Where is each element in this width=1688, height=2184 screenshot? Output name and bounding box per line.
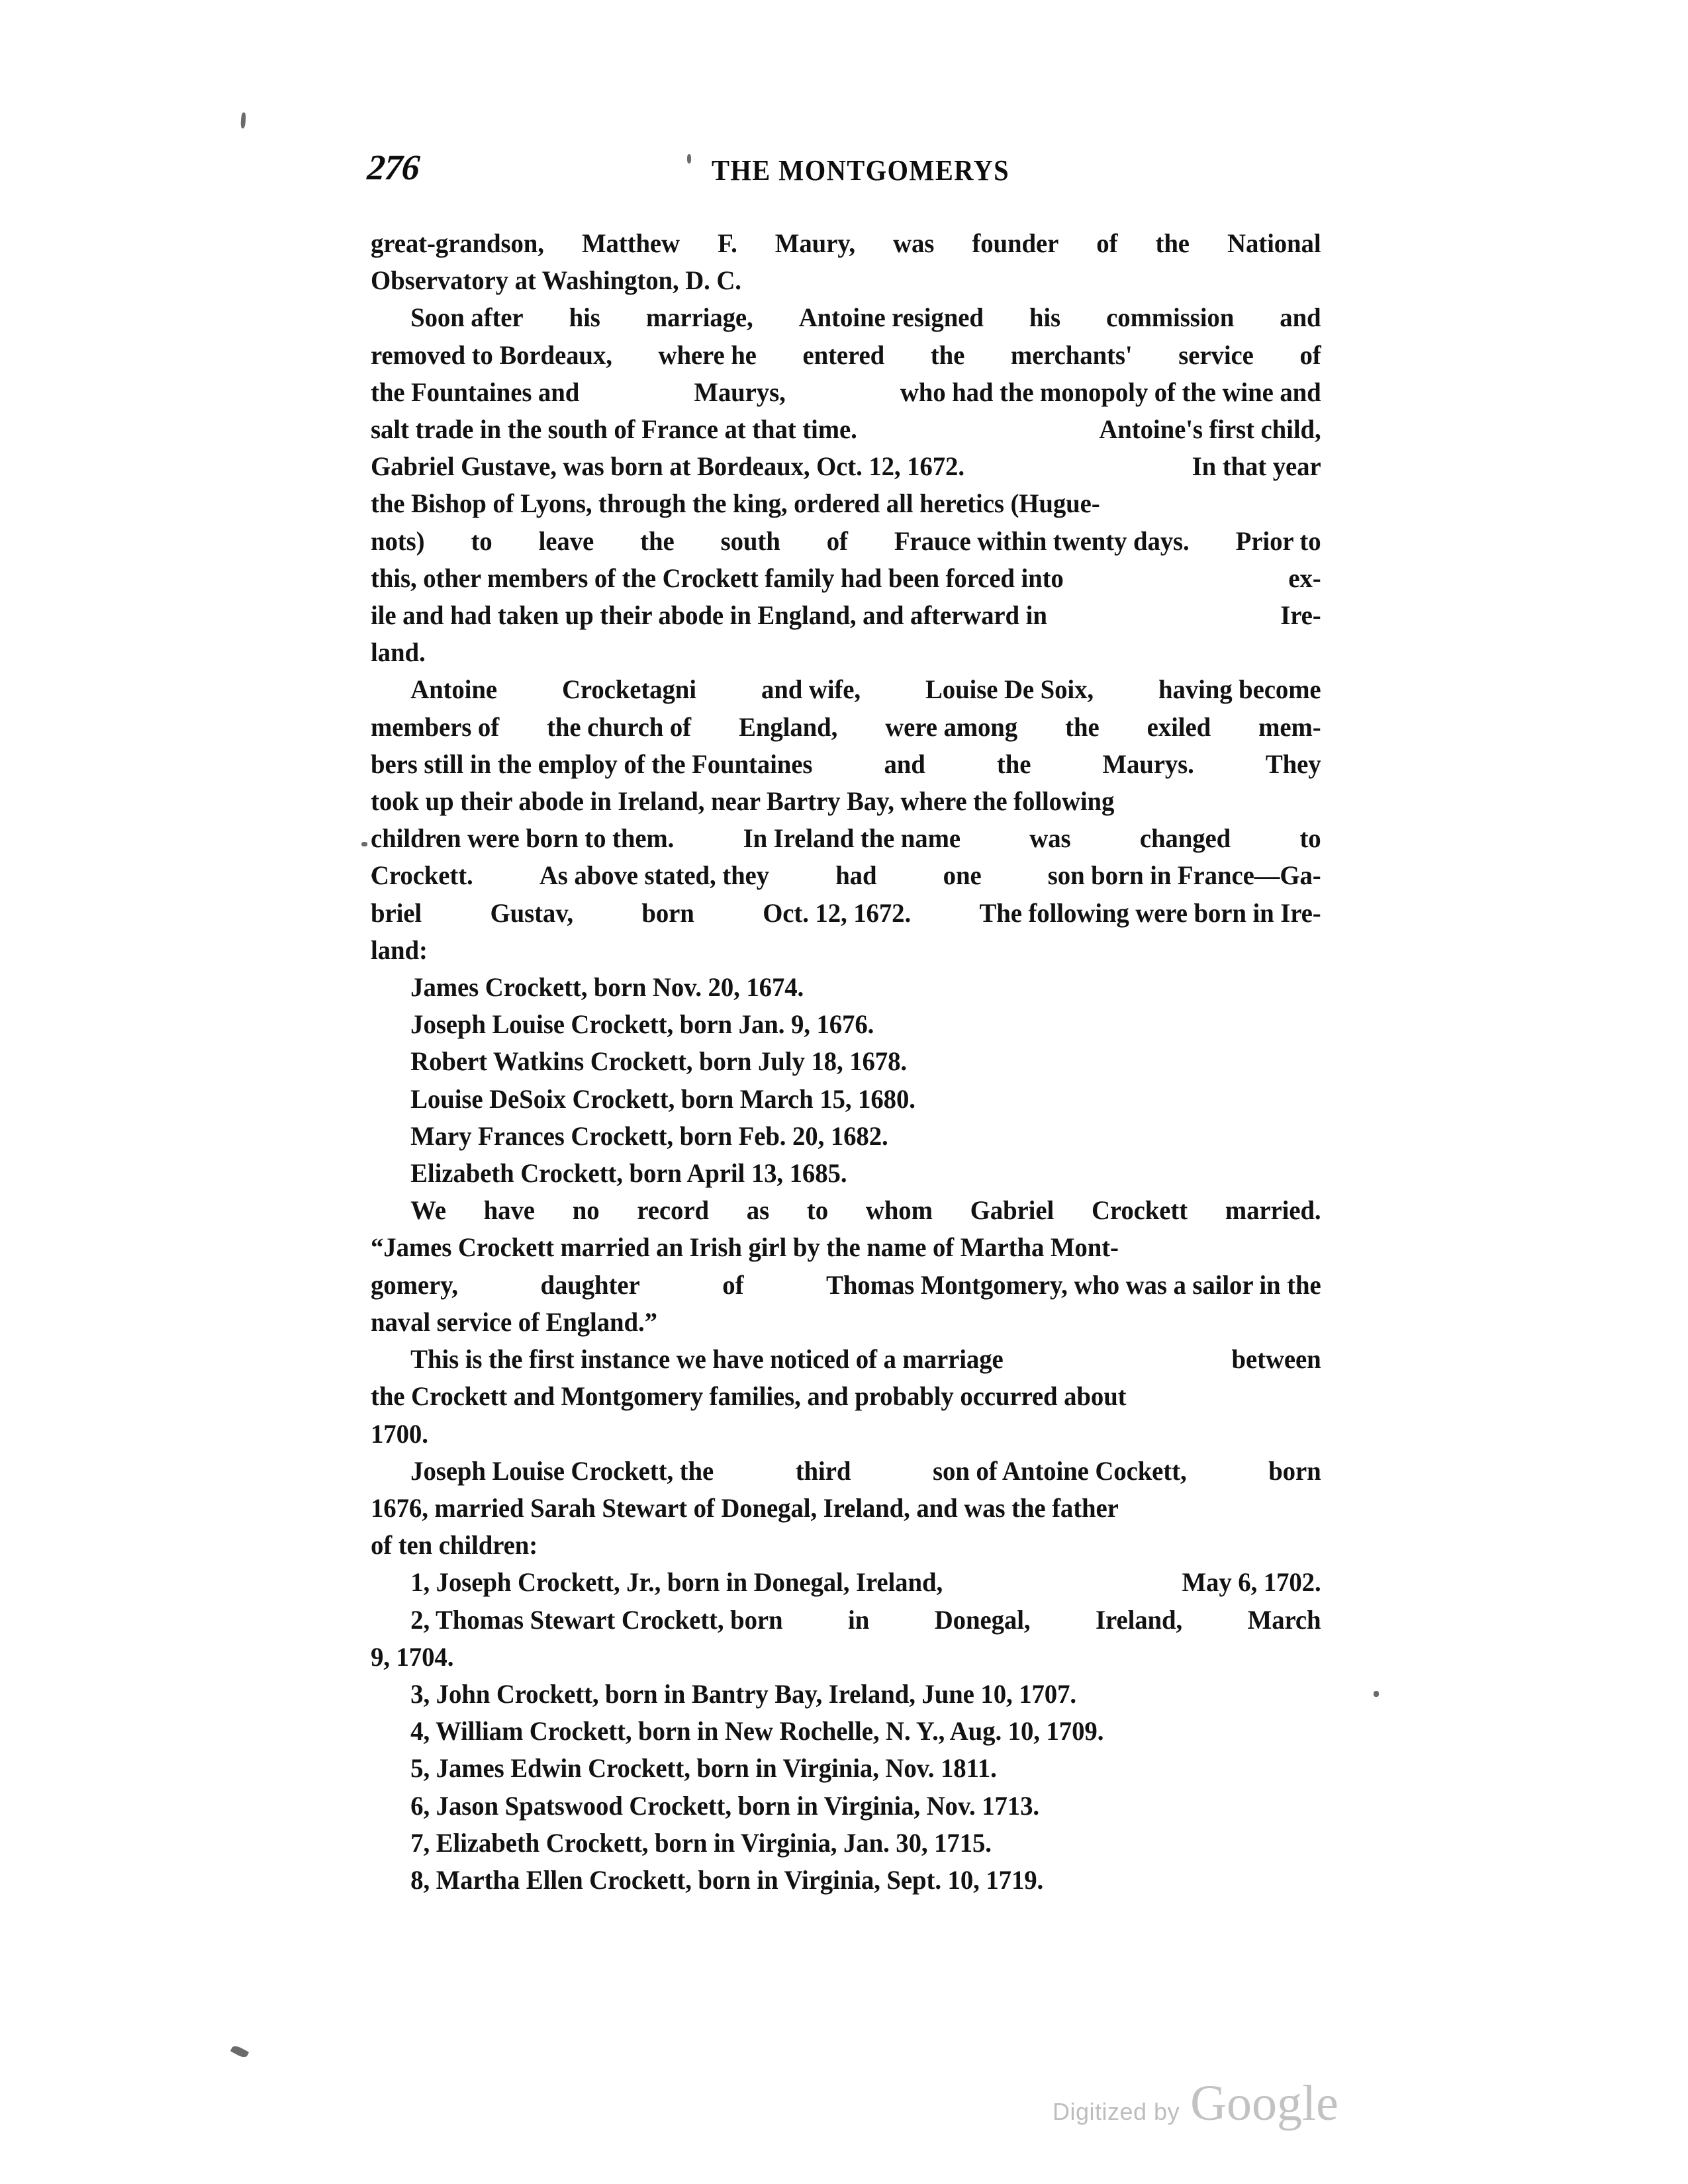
text-segment: and wife, <box>761 674 861 705</box>
text-segment: in <box>848 1604 870 1635</box>
text-segment: mem- <box>1258 711 1321 742</box>
text-line <box>371 1639 1321 1676</box>
text-segment: the <box>1065 711 1100 742</box>
text-line <box>371 485 1321 522</box>
text-line <box>371 1862 1321 1899</box>
text-line <box>371 1602 1321 1639</box>
text-segment: Antoine's first child, <box>1099 414 1321 445</box>
text-segment: Crocketagni <box>561 674 696 705</box>
text-segment: land. <box>371 637 426 668</box>
scan-speck <box>687 154 691 163</box>
text-segment: of ten children: <box>371 1530 538 1561</box>
scan-speck <box>1374 1691 1379 1697</box>
text-segment: the Fountaines and <box>371 377 580 407</box>
text-segment: land: <box>371 934 428 965</box>
scan-speck <box>361 842 367 846</box>
text-segment: naval service of England.” <box>371 1306 657 1337</box>
text-segment: changed <box>1139 823 1231 854</box>
text-segment: service <box>1178 340 1254 370</box>
text-line <box>371 374 1321 411</box>
text-segment: between <box>1231 1344 1321 1375</box>
text-segment: Maurys. <box>1102 749 1194 779</box>
text-segment: and <box>1280 302 1321 333</box>
text-line <box>371 411 1321 448</box>
text-line <box>371 262 1321 299</box>
text-segment: of <box>1299 340 1321 370</box>
text-line <box>371 1564 1321 1601</box>
text-segment: Elizabeth Crockett, born April 13, 1685. <box>410 1158 847 1189</box>
text-segment: 3, John Crockett, born in Bantry Bay, Ireland, June 10, 1707. <box>410 1678 1077 1709</box>
text-segment: married. <box>1225 1195 1321 1226</box>
text-segment: Robert Watkins Crockett, born July 18, 1678. <box>410 1046 907 1077</box>
text-segment: Oct. 12, 1672. <box>763 897 912 928</box>
text-line <box>371 1788 1321 1825</box>
text-segment: ile and had taken up their abode in England, and afterward in <box>371 600 1047 631</box>
scan-speck <box>240 113 246 128</box>
text-segment: Ireland, <box>1096 1604 1183 1635</box>
text-line <box>371 448 1321 485</box>
text-segment: removed to Bordeaux, <box>371 340 612 370</box>
text-line <box>371 225 1321 262</box>
text-segment: merchants' <box>1010 340 1133 370</box>
text-segment: 1676, married Sarah Stewart of Donegal, Ireland, and was the father <box>371 1492 1119 1523</box>
text-segment: In Ireland the name <box>743 823 961 854</box>
text-segment: whom <box>865 1195 933 1226</box>
text-segment: 4, William Crockett, born in New Rochelle, N. Y., Aug. 10, 1709. <box>410 1716 1104 1747</box>
text-line <box>371 857 1321 894</box>
text-segment: leave <box>538 525 594 556</box>
text-segment: where he <box>658 340 757 370</box>
text-segment: of <box>826 525 848 556</box>
text-segment: 1, Joseph Crockett, Jr., born in Donegal, Ireland, <box>410 1567 943 1598</box>
text-segment: born <box>641 897 694 928</box>
text-line <box>371 597 1321 634</box>
text-segment: to <box>471 525 492 556</box>
text-segment: Mary Frances Crockett, born Feb. 20, 1682. <box>410 1120 888 1151</box>
text-segment: F. <box>718 228 737 258</box>
text-segment: bers still in the employ of the Fountaines <box>371 749 813 779</box>
text-segment: daughter <box>540 1269 640 1300</box>
text-segment: Antoine resigned <box>798 302 984 333</box>
watermark-brand: Google <box>1190 2075 1338 2131</box>
text-line <box>371 337 1321 374</box>
text-line <box>371 523 1321 560</box>
scan-speck <box>230 2044 250 2060</box>
text-segment: As above stated, they <box>539 860 769 891</box>
text-segment: the <box>640 525 675 556</box>
text-segment: “James Crockett married an Irish girl by the name of Martha Mont- <box>371 1232 1119 1263</box>
text-line <box>371 746 1321 783</box>
text-segment: Louise DeSoix Crockett, born March 15, 1680. <box>410 1083 915 1114</box>
text-segment: no <box>572 1195 600 1226</box>
text-line <box>371 671 1321 708</box>
body-text <box>371 225 1350 1899</box>
text-line <box>371 1453 1321 1490</box>
text-segment: the Bishop of Lyons, through the king, ordered all heretics (Hugue- <box>371 488 1100 519</box>
running-head-title: THE MONTGOMERYS <box>712 154 1009 187</box>
text-segment: was <box>1029 823 1071 854</box>
text-segment: this, other members of the Crockett family had been forced into <box>371 563 1064 593</box>
text-segment: 9, 1704. <box>371 1641 454 1672</box>
text-segment: commission <box>1106 302 1235 333</box>
text-segment: May 6, 1702. <box>1182 1567 1321 1598</box>
text-segment: the <box>930 340 965 370</box>
text-line <box>371 1081 1321 1118</box>
text-segment: founder <box>972 228 1059 258</box>
text-segment: one <box>943 860 982 891</box>
text-segment: Louise De Soix, <box>925 674 1094 705</box>
text-segment: ex- <box>1288 563 1321 593</box>
text-segment: to <box>806 1195 829 1226</box>
text-line <box>371 1155 1321 1192</box>
text-segment: of <box>1096 228 1118 258</box>
text-line <box>371 1713 1321 1750</box>
text-segment: salt trade in the south of France at that time. <box>371 414 857 445</box>
text-line <box>371 969 1321 1006</box>
text-segment: 5, James Edwin Crockett, born in Virginia, Nov. 1811. <box>410 1753 997 1784</box>
text-segment: Observatory at Washington, D. C. <box>371 265 741 296</box>
text-segment: the <box>996 749 1031 779</box>
text-segment: Joseph Louise Crockett, the <box>410 1455 714 1486</box>
page-number: 276 <box>365 148 421 187</box>
text-segment: son of Antoine Cockett, <box>932 1455 1187 1486</box>
text-segment: was <box>893 228 935 258</box>
text-segment: were among <box>885 711 1018 742</box>
text-segment: his <box>569 302 600 333</box>
text-segment: Antoine <box>410 674 497 705</box>
text-line <box>371 1267 1321 1304</box>
text-segment: had <box>835 860 877 891</box>
text-segment: National <box>1227 228 1321 258</box>
text-segment: Crockett. <box>371 860 473 891</box>
text-segment: record <box>637 1195 709 1226</box>
text-line <box>371 1118 1321 1155</box>
text-segment: son born in France—Ga- <box>1047 860 1321 891</box>
text-segment: Frauce within twenty days. <box>894 525 1190 556</box>
text-segment: Maurys, <box>694 377 786 407</box>
text-segment: nots) <box>371 525 425 556</box>
text-segment: briel <box>371 897 422 928</box>
text-line <box>371 820 1321 857</box>
text-segment: Gabriel Gustave, was born at Bordeaux, Oct. 12, 1672. <box>371 451 964 482</box>
text-line <box>371 1304 1321 1341</box>
text-segment: born <box>1268 1455 1321 1486</box>
text-segment: In that year <box>1192 451 1321 482</box>
text-segment: Ire- <box>1280 600 1321 631</box>
text-segment: They <box>1265 749 1321 779</box>
text-line <box>371 1006 1321 1043</box>
text-line <box>371 634 1321 671</box>
text-segment: Crockett <box>1092 1195 1188 1226</box>
text-line <box>371 709 1321 746</box>
text-line <box>371 895 1321 932</box>
text-segment: the Crockett and Montgomery families, and probably occurred about <box>371 1381 1127 1412</box>
text-segment: south <box>720 525 780 556</box>
text-segment: took up their abode in Ireland, near Bartry Bay, where the following <box>371 786 1115 817</box>
text-segment: to <box>1299 823 1321 854</box>
text-line <box>371 1750 1321 1787</box>
text-segment: 6, Jason Spatswood Crockett, born in Virginia, Nov. 1713. <box>410 1790 1040 1821</box>
text-segment: exiled <box>1147 711 1211 742</box>
text-segment: Gustav, <box>490 897 573 928</box>
text-segment: third <box>795 1455 851 1486</box>
text-segment: members of <box>371 711 500 742</box>
text-segment: Donegal, <box>934 1604 1031 1635</box>
text-segment: gomery, <box>371 1269 458 1300</box>
text-line <box>371 1416 1321 1453</box>
text-segment: Gabriel <box>970 1195 1055 1226</box>
text-segment: 2, Thomas Stewart Crockett, born <box>410 1604 783 1635</box>
text-segment: The following were born in Ire- <box>979 897 1321 928</box>
text-segment: Thomas Montgomery, who was a sailor in the <box>826 1269 1321 1300</box>
text-segment: having become <box>1158 674 1321 705</box>
text-line <box>371 1043 1321 1080</box>
text-segment: Matthew <box>581 228 680 258</box>
text-segment: Soon after <box>410 302 524 333</box>
text-segment: 8, Martha Ellen Crockett, born in Virginia, Sept. 10, 1719. <box>410 1864 1044 1895</box>
text-segment: and <box>884 749 925 779</box>
text-line <box>371 1341 1321 1378</box>
text-segment: Maury, <box>774 228 856 258</box>
watermark-prefix: Digitized by <box>1053 2098 1180 2125</box>
text-segment: great-grandson, <box>371 228 544 258</box>
text-line <box>371 1490 1321 1527</box>
text-segment: entered <box>802 340 885 370</box>
text-segment: who had the monopoly of the wine and <box>900 377 1321 407</box>
text-line <box>371 1825 1321 1862</box>
text-segment: his <box>1029 302 1061 333</box>
text-segment: children were born to them. <box>371 823 675 854</box>
text-segment: March <box>1247 1604 1321 1635</box>
text-segment: Joseph Louise Crockett, born Jan. 9, 1676. <box>410 1009 874 1040</box>
text-line <box>371 932 1321 969</box>
text-segment: Prior to <box>1235 525 1321 556</box>
text-segment: as <box>746 1195 770 1226</box>
text-segment: have <box>483 1195 535 1226</box>
text-line <box>371 560 1321 597</box>
text-segment: We <box>410 1195 446 1226</box>
text-segment: James Crockett, born Nov. 20, 1674. <box>410 972 804 1003</box>
text-segment: marriage, <box>645 302 753 333</box>
text-segment: the <box>1155 228 1190 258</box>
text-line <box>371 1229 1321 1266</box>
text-segment: of <box>722 1269 744 1300</box>
text-segment: England, <box>739 711 838 742</box>
text-line <box>371 1378 1321 1415</box>
text-segment: 1700. <box>371 1418 428 1449</box>
text-line <box>371 1192 1321 1229</box>
text-segment: This is the first instance we have noticed of a marriage <box>410 1344 1004 1375</box>
text-line <box>371 783 1321 820</box>
text-line <box>371 299 1321 336</box>
text-segment: the church of <box>547 711 691 742</box>
text-line <box>371 1527 1321 1564</box>
running-head <box>0 147 1688 193</box>
digitized-by-google-watermark <box>1053 2075 1338 2132</box>
text-line <box>371 1676 1321 1713</box>
text-segment: 7, Elizabeth Crockett, born in Virginia, Jan. 30, 1715. <box>410 1827 992 1858</box>
